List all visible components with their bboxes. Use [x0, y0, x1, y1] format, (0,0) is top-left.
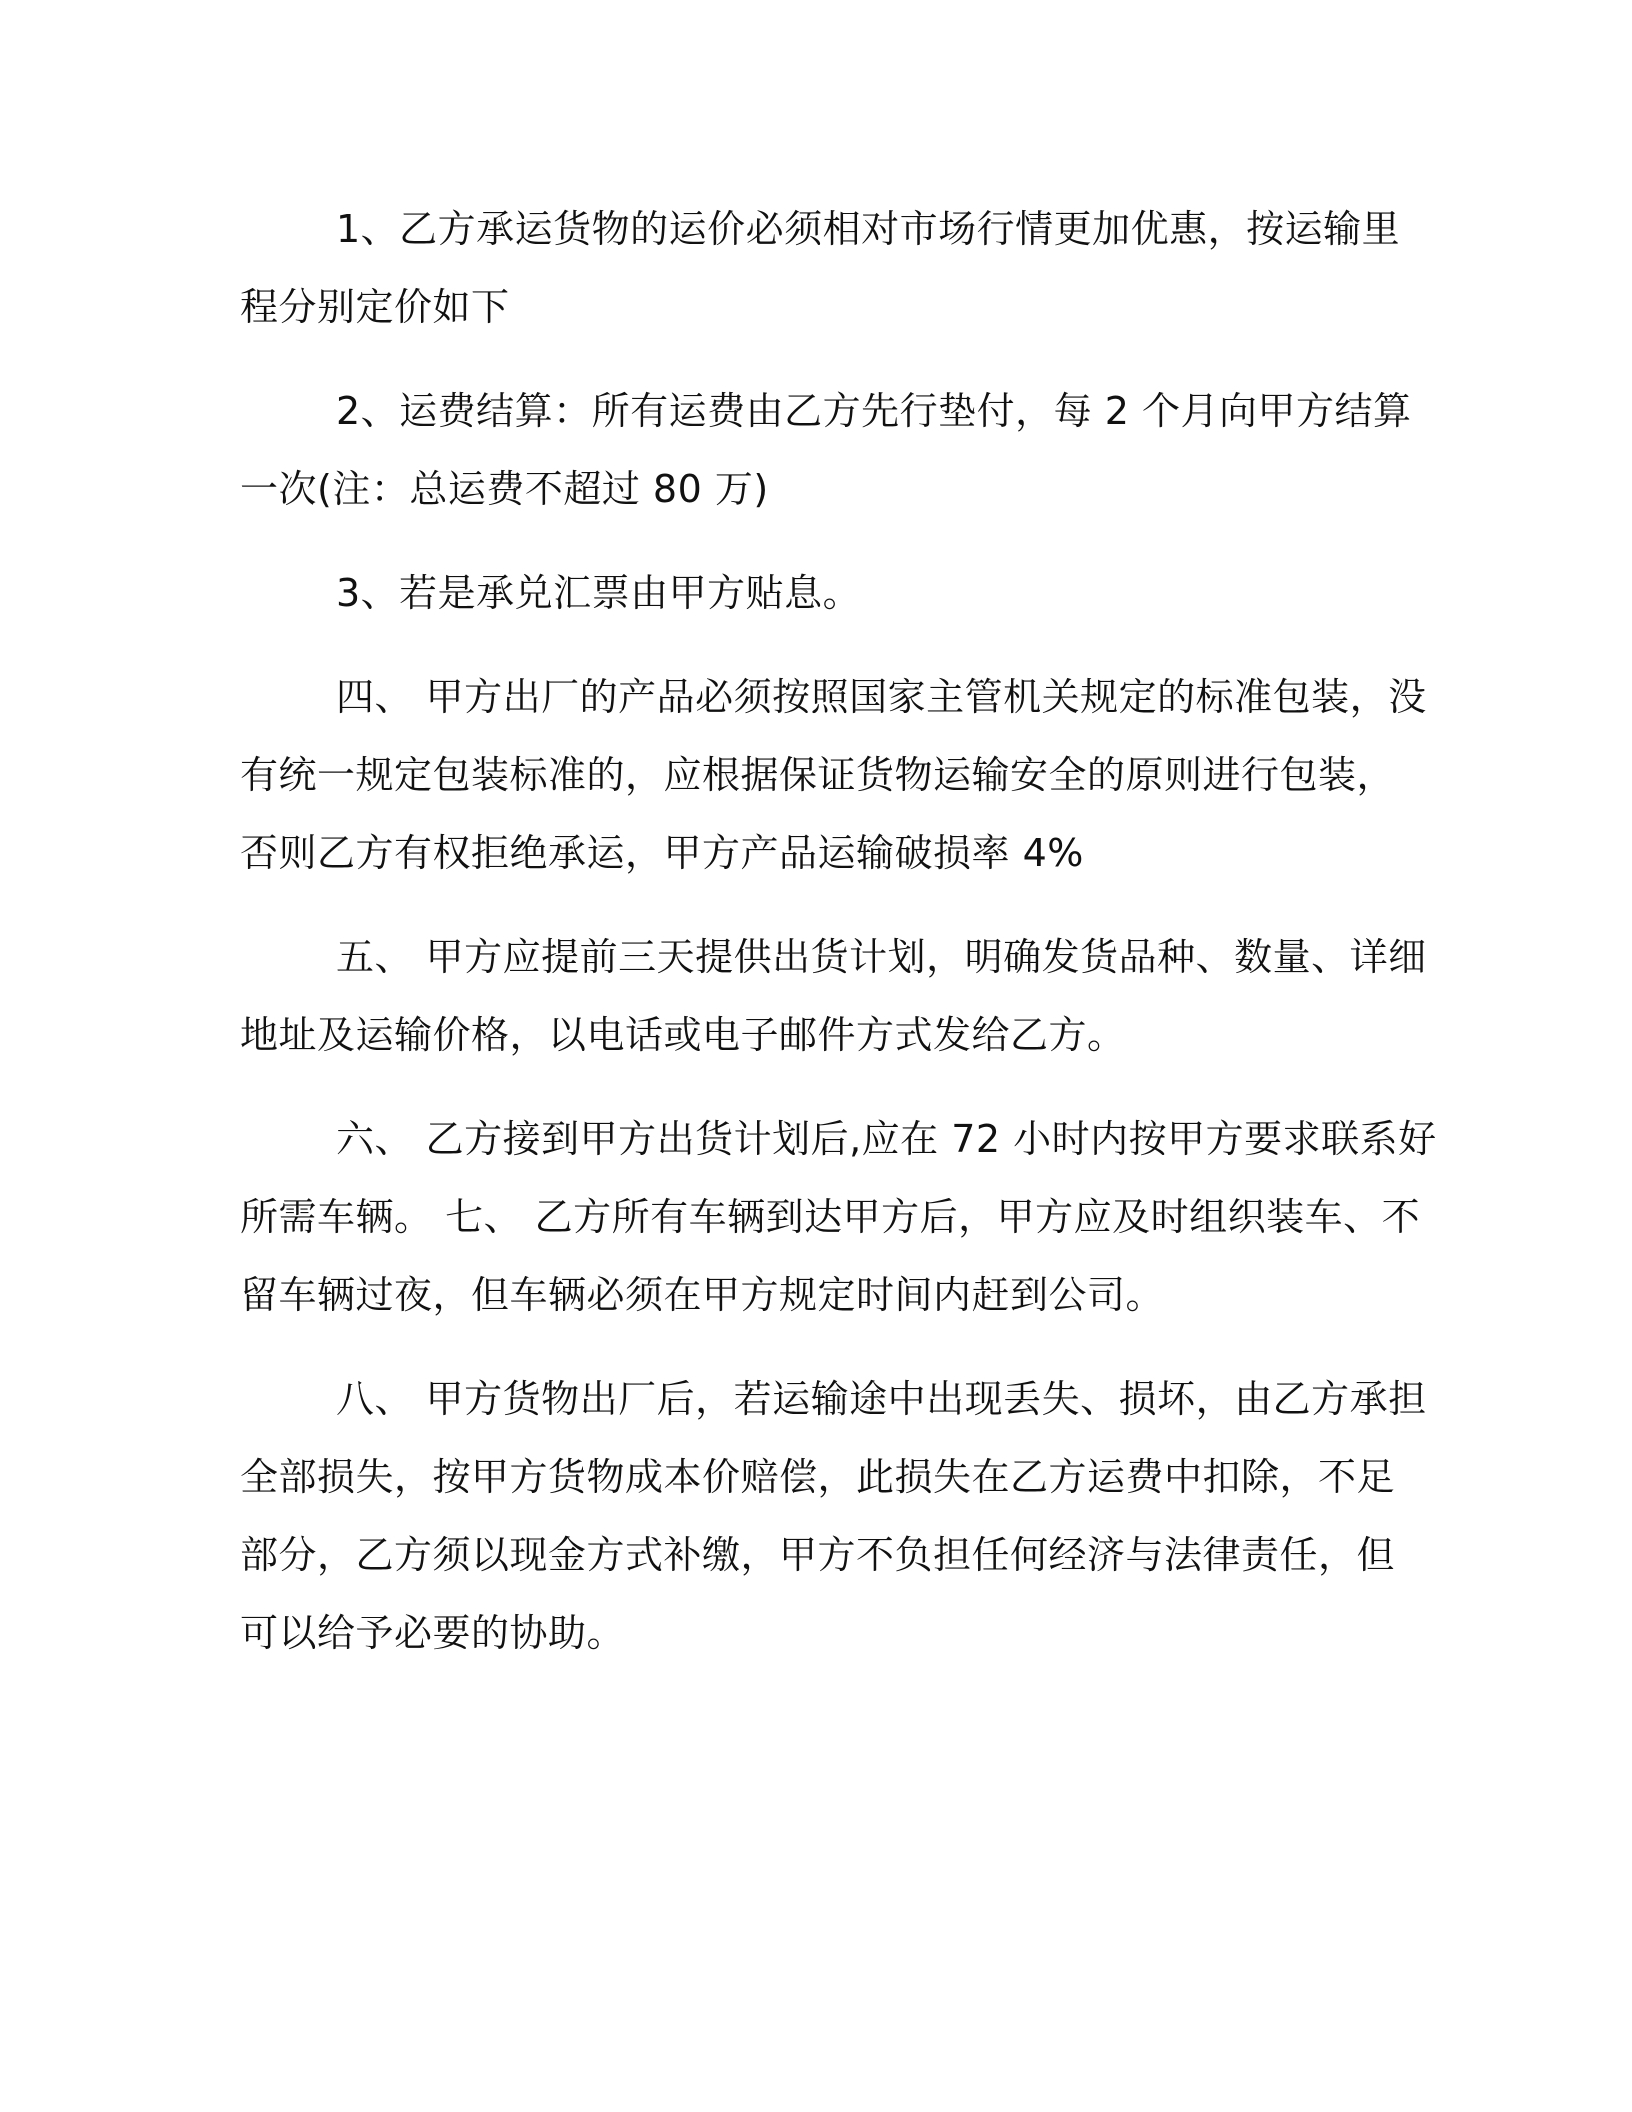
paragraph-line: 2、运费结算：所有运费由乙方先行垫付，每 2 个月向甲方结算: [336, 389, 1412, 433]
paragraph-line: 否则乙方有权拒绝承运，甲方产品运输破损率 4%: [240, 831, 1084, 875]
paragraph-line: 留车辆过夜，但车辆必须在甲方规定时间内赶到公司。: [240, 1273, 1165, 1317]
paragraph-line: 所需车辆。 七、 乙方所有车辆到达甲方后，甲方应及时组织装车、不: [240, 1195, 1421, 1239]
paragraph-line: 部分，乙方须以现金方式补缴，甲方不负担任何经济与法律责任，但: [240, 1533, 1396, 1577]
paragraph-line: 八、 甲方货物出厂后，若运输途中出现丢失、损坏，由乙方承担: [336, 1377, 1427, 1421]
article-8-paragraph: [240, 1360, 1427, 1672]
article-5-paragraph: [240, 918, 1427, 1074]
document-page: [240, 190, 1437, 1698]
paragraph-line: 程分别定价如下: [240, 285, 510, 329]
paragraph-line: 有统一规定包装标准的，应根据保证货物运输安全的原则进行包装，: [240, 753, 1396, 797]
article-4-paragraph: [240, 658, 1427, 892]
paragraph-line: 全部损失，按甲方货物成本价赔偿，此损失在乙方运费中扣除，不足: [240, 1455, 1396, 1499]
paragraph-line: 地址及运输价格，以电话或电子邮件方式发给乙方。: [240, 1013, 1126, 1057]
paragraph-line: 五、 甲方应提前三天提供出货计划，明确发货品种、数量、详细: [336, 935, 1427, 979]
clause-3-paragraph: [240, 554, 1400, 632]
article-6-7-paragraph: [240, 1100, 1437, 1334]
paragraph-line: 3、若是承兑汇票由甲方贴息。: [336, 571, 862, 615]
clause-2-paragraph: [240, 372, 1412, 528]
paragraph-line: 六、 乙方接到甲方出货计划后,应在 72 小时内按甲方要求联系好: [336, 1117, 1437, 1161]
paragraph-line: 1、乙方承运货物的运价必须相对市场行情更加优惠，按运输里: [336, 207, 1401, 251]
paragraph-line: 可以给予必要的协助。: [240, 1611, 626, 1655]
clause-1-paragraph: [240, 190, 1400, 346]
paragraph-line: 四、 甲方出厂的产品必须按照国家主管机关规定的标准包装，没: [336, 675, 1427, 719]
paragraph-line: 一次(注：总运费不超过 80 万): [240, 467, 769, 511]
